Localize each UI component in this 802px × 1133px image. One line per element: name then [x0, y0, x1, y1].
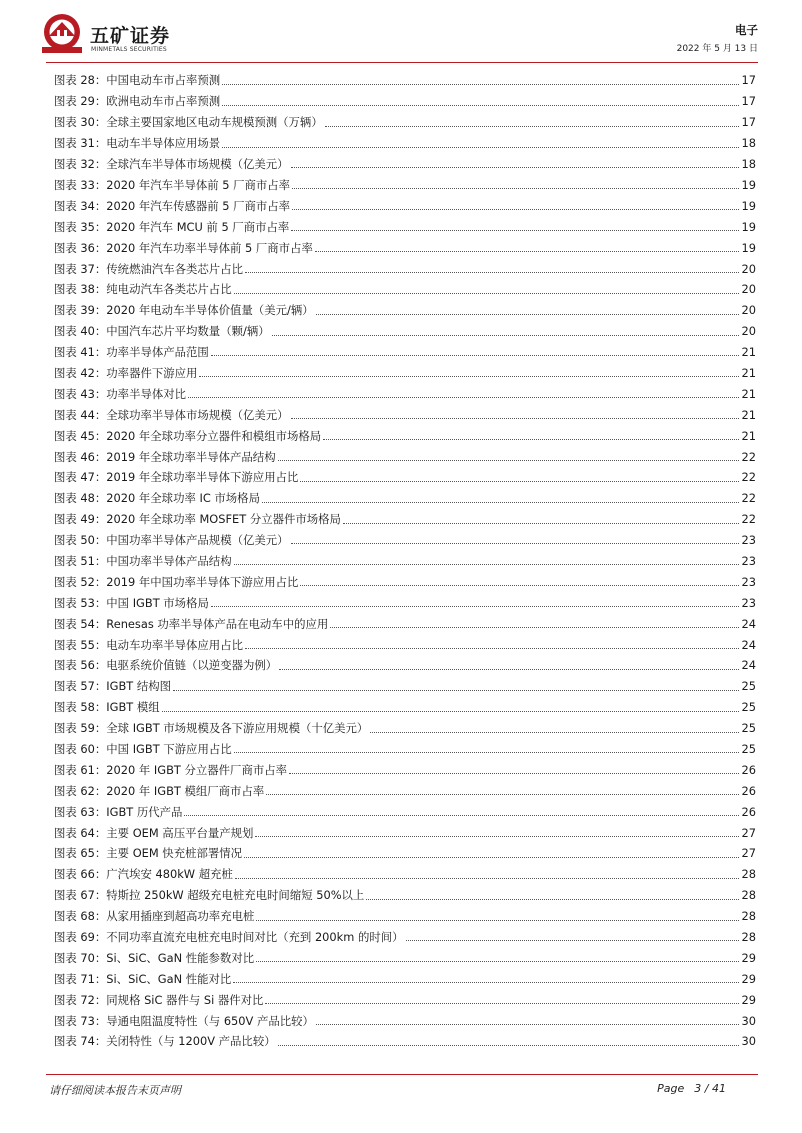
toc-dot-leader	[173, 689, 738, 691]
toc-entry[interactable]	[54, 132, 756, 153]
toc-dot-leader	[266, 793, 738, 795]
toc-entry[interactable]	[54, 194, 756, 215]
toc-entry-label: 图表 41：功率半导体产品范围	[54, 345, 209, 360]
toc-entry-page: 28	[741, 867, 756, 882]
toc-dot-leader	[222, 83, 738, 85]
toc-entry-page: 21	[741, 345, 756, 360]
brand-name-en: MINMETALS SECURITIES	[91, 46, 167, 53]
toc-entry[interactable]	[54, 90, 756, 111]
toc-entry[interactable]	[54, 445, 756, 466]
toc-entry-label: 图表 45：2020 年全球功率分立器件和模组市场格局	[54, 428, 322, 443]
toc-entry-page: 17	[741, 115, 756, 130]
toc-entry-page: 21	[741, 407, 756, 422]
toc-entry-page: 23	[741, 533, 756, 548]
toc-dot-leader	[278, 1044, 739, 1046]
toc-entry[interactable]	[54, 696, 756, 717]
toc-dot-leader	[233, 981, 738, 983]
toc-dot-leader	[316, 1023, 739, 1025]
toc-dot-leader	[291, 166, 739, 168]
toc-entry[interactable]	[54, 675, 756, 696]
toc-dot-leader	[244, 856, 738, 858]
toc-entry-label: 图表 34：2020 年汽车传感器前 5 厂商市占率	[54, 198, 291, 213]
toc-entry[interactable]	[54, 111, 756, 132]
toc-entry[interactable]	[54, 654, 756, 675]
toc-entry[interactable]	[54, 926, 756, 947]
toc-dot-leader	[292, 187, 738, 189]
toc-entry-label: 图表 62：2020 年 IGBT 模组厂商市占率	[54, 783, 265, 798]
toc-entry-page: 20	[741, 261, 756, 276]
toc-dot-leader	[272, 334, 739, 336]
toc-entry-page: 25	[741, 741, 756, 756]
toc-entry[interactable]	[54, 905, 756, 926]
toc-entry-page: 20	[741, 303, 756, 318]
toc-dot-leader	[279, 668, 738, 670]
toc-entry-page: 19	[741, 198, 756, 213]
toc-entry-label: 图表 52：2019 年中国功率半导体下游应用占比	[54, 574, 299, 589]
toc-entry[interactable]	[54, 215, 756, 236]
toc-dot-leader	[292, 208, 738, 210]
toc-entry[interactable]	[54, 466, 756, 487]
toc-entry-page: 23	[741, 553, 756, 568]
toc-entry-page: 22	[741, 449, 756, 464]
header-divider	[46, 62, 758, 63]
toc-entry[interactable]	[54, 424, 756, 445]
toc-entry[interactable]	[54, 278, 756, 299]
toc-entry[interactable]	[54, 800, 756, 821]
toc-entry[interactable]	[54, 299, 756, 320]
toc-entry-label: 图表 28：中国电动车市占率预测	[54, 73, 221, 88]
toc-entry[interactable]	[54, 1009, 756, 1030]
page-label: Page	[657, 1082, 685, 1095]
toc-dot-leader	[234, 563, 739, 565]
toc-entry-page: 25	[741, 721, 756, 736]
toc-entry-page: 28	[741, 909, 756, 924]
toc-dot-leader	[235, 877, 739, 879]
toc-dot-leader	[291, 229, 738, 231]
toc-entry-page: 24	[741, 637, 756, 652]
toc-entry[interactable]	[54, 570, 756, 591]
toc-dot-leader	[291, 417, 739, 419]
toc-entry-page: 19	[741, 219, 756, 234]
toc-entry-page: 20	[741, 282, 756, 297]
toc-dot-leader	[406, 939, 739, 941]
toc-dot-leader	[245, 647, 739, 649]
toc-dot-leader	[278, 459, 739, 461]
figure-toc	[54, 69, 756, 1051]
page-header	[0, 0, 802, 62]
toc-dot-leader	[300, 584, 738, 586]
toc-dot-leader	[222, 146, 738, 148]
toc-entry-label: 图表 68：从家用插座到超高功率充电桩	[54, 909, 255, 924]
toc-entry-label: 图表 54：Renesas 功率半导体产品在电动车中的应用	[54, 616, 329, 631]
toc-dot-leader	[370, 731, 738, 733]
toc-dot-leader	[366, 898, 738, 900]
toc-entry-label: 图表 72：同规格 SiC 器件与 Si 器件对比	[54, 992, 264, 1007]
toc-entry-label: 图表 40：中国汽车芯片平均数量（颗/辆）	[54, 324, 270, 339]
toc-entry-label: 图表 63：IGBT 历代产品	[54, 804, 183, 819]
toc-entry[interactable]	[54, 717, 756, 738]
toc-entry-label: 图表 73：导通电阻温度特性（与 650V 产品比较）	[54, 1013, 314, 1028]
toc-entry-label: 图表 53：中国 IGBT 市场格局	[54, 595, 209, 610]
toc-entry-page: 24	[741, 658, 756, 673]
toc-entry-page: 29	[741, 971, 756, 986]
toc-dot-leader	[184, 814, 738, 816]
toc-entry-label: 图表 70：Si、SiC、GaN 性能参数对比	[54, 950, 255, 965]
toc-entry-label: 图表 69：不同功率直流充电桩充电时间对比（充到 200km 的时间）	[54, 930, 404, 944]
toc-entry-label: 图表 49：2020 年全球功率 MOSFET 分立器件市场格局	[54, 512, 341, 527]
toc-entry[interactable]	[54, 382, 756, 403]
toc-entry-page: 18	[741, 157, 756, 172]
toc-entry[interactable]	[54, 403, 756, 424]
toc-entry[interactable]	[54, 236, 756, 257]
toc-entry[interactable]	[54, 967, 756, 988]
toc-dot-leader	[245, 271, 739, 273]
toc-entry[interactable]	[54, 529, 756, 550]
toc-entry-label: 图表 59：全球 IGBT 市场规模及各下游应用规模（十亿美元）	[54, 721, 369, 736]
toc-entry-page: 19	[741, 177, 756, 192]
toc-dot-leader	[343, 522, 739, 524]
toc-entry[interactable]	[54, 320, 756, 341]
toc-entry-page: 26	[741, 804, 756, 819]
toc-dot-leader	[211, 354, 739, 356]
toc-dot-leader	[234, 292, 739, 294]
toc-entry[interactable]	[54, 612, 756, 633]
toc-entry-label: 图表 58：IGBT 模组	[54, 700, 160, 715]
toc-entry-page: 20	[741, 324, 756, 339]
toc-entry[interactable]	[54, 257, 756, 278]
toc-entry[interactable]	[54, 988, 756, 1009]
toc-entry[interactable]	[54, 738, 756, 759]
report-date: 2022 年 5 月 13 日	[676, 44, 758, 54]
toc-entry-page: 21	[741, 365, 756, 380]
toc-entry-page: 24	[741, 616, 756, 631]
toc-entry-label: 图表 39：2020 年电动车半导体价值量（美元/辆）	[54, 303, 314, 318]
toc-entry-page: 27	[741, 846, 756, 861]
toc-entry-page: 25	[741, 679, 756, 694]
toc-entry-label: 图表 66：广汽埃安 480kW 超充桩	[54, 867, 233, 882]
toc-entry-page: 18	[741, 136, 756, 151]
toc-dot-leader	[256, 919, 738, 921]
toc-entry-label: 图表 50：中国功率半导体产品规模（亿美元）	[54, 533, 289, 548]
toc-entry-label: 图表 43：功率半导体对比	[54, 386, 187, 401]
toc-entry-label: 图表 44：全球功率半导体市场规模（亿美元）	[54, 407, 289, 422]
toc-dot-leader	[300, 480, 738, 482]
toc-entry-label: 图表 74：关闭特性（与 1200V 产品比较）	[54, 1034, 276, 1049]
toc-entry-label: 图表 32：全球汽车半导体市场规模（亿美元）	[54, 157, 289, 172]
toc-entry[interactable]	[54, 69, 756, 90]
toc-entry-label: 图表 47：2019 年全球功率半导体下游应用占比	[54, 470, 299, 485]
toc-entry[interactable]	[54, 549, 756, 570]
toc-entry[interactable]	[54, 633, 756, 654]
toc-dot-leader	[289, 772, 738, 774]
toc-entry-page: 19	[741, 240, 756, 255]
toc-entry[interactable]	[54, 1030, 756, 1051]
toc-dot-leader	[325, 125, 739, 127]
toc-entry-label: 图表 71：Si、SiC、GaN 性能对比	[54, 971, 232, 986]
toc-entry-label: 图表 31：电动车半导体应用场景	[54, 136, 221, 151]
toc-entry[interactable]	[54, 863, 756, 884]
page-indicator	[657, 1082, 726, 1095]
toc-entry-label: 图表 48：2020 年全球功率 IC 市场格局	[54, 491, 260, 506]
toc-dot-leader	[211, 605, 739, 607]
toc-dot-leader	[188, 396, 738, 398]
toc-entry-label: 图表 37：传统燃油汽车各类芯片占比	[54, 261, 243, 276]
toc-entry[interactable]	[54, 508, 756, 529]
toc-entry-label: 图表 51：中国功率半导体产品结构	[54, 553, 232, 568]
toc-entry[interactable]	[54, 361, 756, 382]
toc-entry-page: 30	[741, 1034, 756, 1049]
toc-entry[interactable]	[54, 842, 756, 863]
toc-dot-leader	[291, 542, 739, 544]
toc-entry[interactable]	[54, 153, 756, 174]
toc-entry[interactable]	[54, 779, 756, 800]
footer-divider	[46, 1074, 758, 1075]
toc-entry[interactable]	[54, 487, 756, 508]
toc-entry-label: 图表 38：纯电动汽车各类芯片占比	[54, 282, 232, 297]
toc-entry-label: 图表 56：电驱系统价值链（以逆变器为例）	[54, 658, 278, 673]
toc-entry-page: 22	[741, 512, 756, 527]
toc-entry-page: 28	[741, 888, 756, 903]
toc-dot-leader	[162, 710, 739, 712]
toc-dot-leader	[256, 960, 738, 962]
brand-name: 五矿证券	[90, 25, 171, 47]
toc-entry[interactable]	[54, 591, 756, 612]
toc-entry-page: 26	[741, 783, 756, 798]
toc-dot-leader	[330, 626, 738, 628]
toc-entry[interactable]	[54, 821, 756, 842]
toc-entry-page: 17	[741, 73, 756, 88]
toc-entry-label: 图表 55：电动车功率半导体应用占比	[54, 637, 243, 652]
toc-dot-leader	[315, 250, 739, 252]
toc-entry-label: 图表 60：中国 IGBT 下游应用占比	[54, 741, 232, 756]
toc-dot-leader	[265, 1002, 738, 1004]
toc-dot-leader	[199, 375, 738, 377]
toc-entry-label: 图表 35：2020 年汽车 MCU 前 5 厂商市占率	[54, 219, 290, 234]
toc-entry-page: 22	[741, 491, 756, 506]
toc-entry-page: 27	[741, 825, 756, 840]
toc-entry-page: 26	[741, 762, 756, 777]
toc-entry-page: 21	[741, 428, 756, 443]
toc-dot-leader	[255, 835, 738, 837]
toc-entry-page: 23	[741, 595, 756, 610]
toc-entry[interactable]	[54, 946, 756, 967]
toc-entry-label: 图表 61：2020 年 IGBT 分立器件厂商市占率	[54, 762, 288, 777]
toc-entry-page: 28	[741, 930, 756, 944]
minmetals-logo-icon	[38, 12, 86, 56]
toc-entry-label: 图表 64：主要 OEM 高压平台量产规划	[54, 825, 254, 840]
toc-dot-leader	[323, 438, 738, 440]
toc-entry-label: 图表 57：IGBT 结构图	[54, 679, 172, 694]
toc-entry-label: 图表 42：功率器件下游应用	[54, 365, 198, 380]
toc-entry-label: 图表 36：2020 年汽车功率半导体前 5 厂商市占率	[54, 240, 313, 255]
toc-dot-leader	[316, 313, 739, 315]
toc-entry-page: 30	[741, 1013, 756, 1028]
toc-entry[interactable]	[54, 173, 756, 194]
toc-entry-page: 17	[741, 94, 756, 109]
page-number: 3 / 41	[694, 1082, 726, 1095]
toc-entry-label: 图表 30：全球主要国家地区电动车规模预测（万辆）	[54, 115, 323, 130]
toc-entry[interactable]	[54, 758, 756, 779]
toc-entry-page: 21	[741, 386, 756, 401]
toc-entry-page: 25	[741, 700, 756, 715]
toc-entry-page: 29	[741, 950, 756, 965]
toc-entry-page: 22	[741, 470, 756, 485]
toc-entry[interactable]	[54, 341, 756, 362]
toc-entry-label: 图表 65：主要 OEM 快充桩部署情况	[54, 846, 243, 861]
toc-entry-page: 29	[741, 992, 756, 1007]
toc-entry-page: 23	[741, 574, 756, 589]
toc-entry[interactable]	[54, 884, 756, 905]
toc-entry-label: 图表 33：2020 年汽车半导体前 5 厂商市占率	[54, 177, 291, 192]
toc-dot-leader	[234, 751, 739, 753]
report-category: 电子	[735, 23, 758, 37]
toc-entry-label: 图表 46：2019 年全球功率半导体产品结构	[54, 449, 276, 464]
toc-dot-leader	[222, 104, 738, 106]
toc-dot-leader	[262, 501, 739, 503]
footer-disclaimer: 请仔细阅读本报告末页声明	[49, 1084, 181, 1097]
toc-entry-label: 图表 67：特斯拉 250kW 超级充电桩充电时间缩短 50%以上	[54, 888, 365, 903]
toc-entry-label: 图表 29：欧洲电动车市占率预测	[54, 94, 221, 109]
